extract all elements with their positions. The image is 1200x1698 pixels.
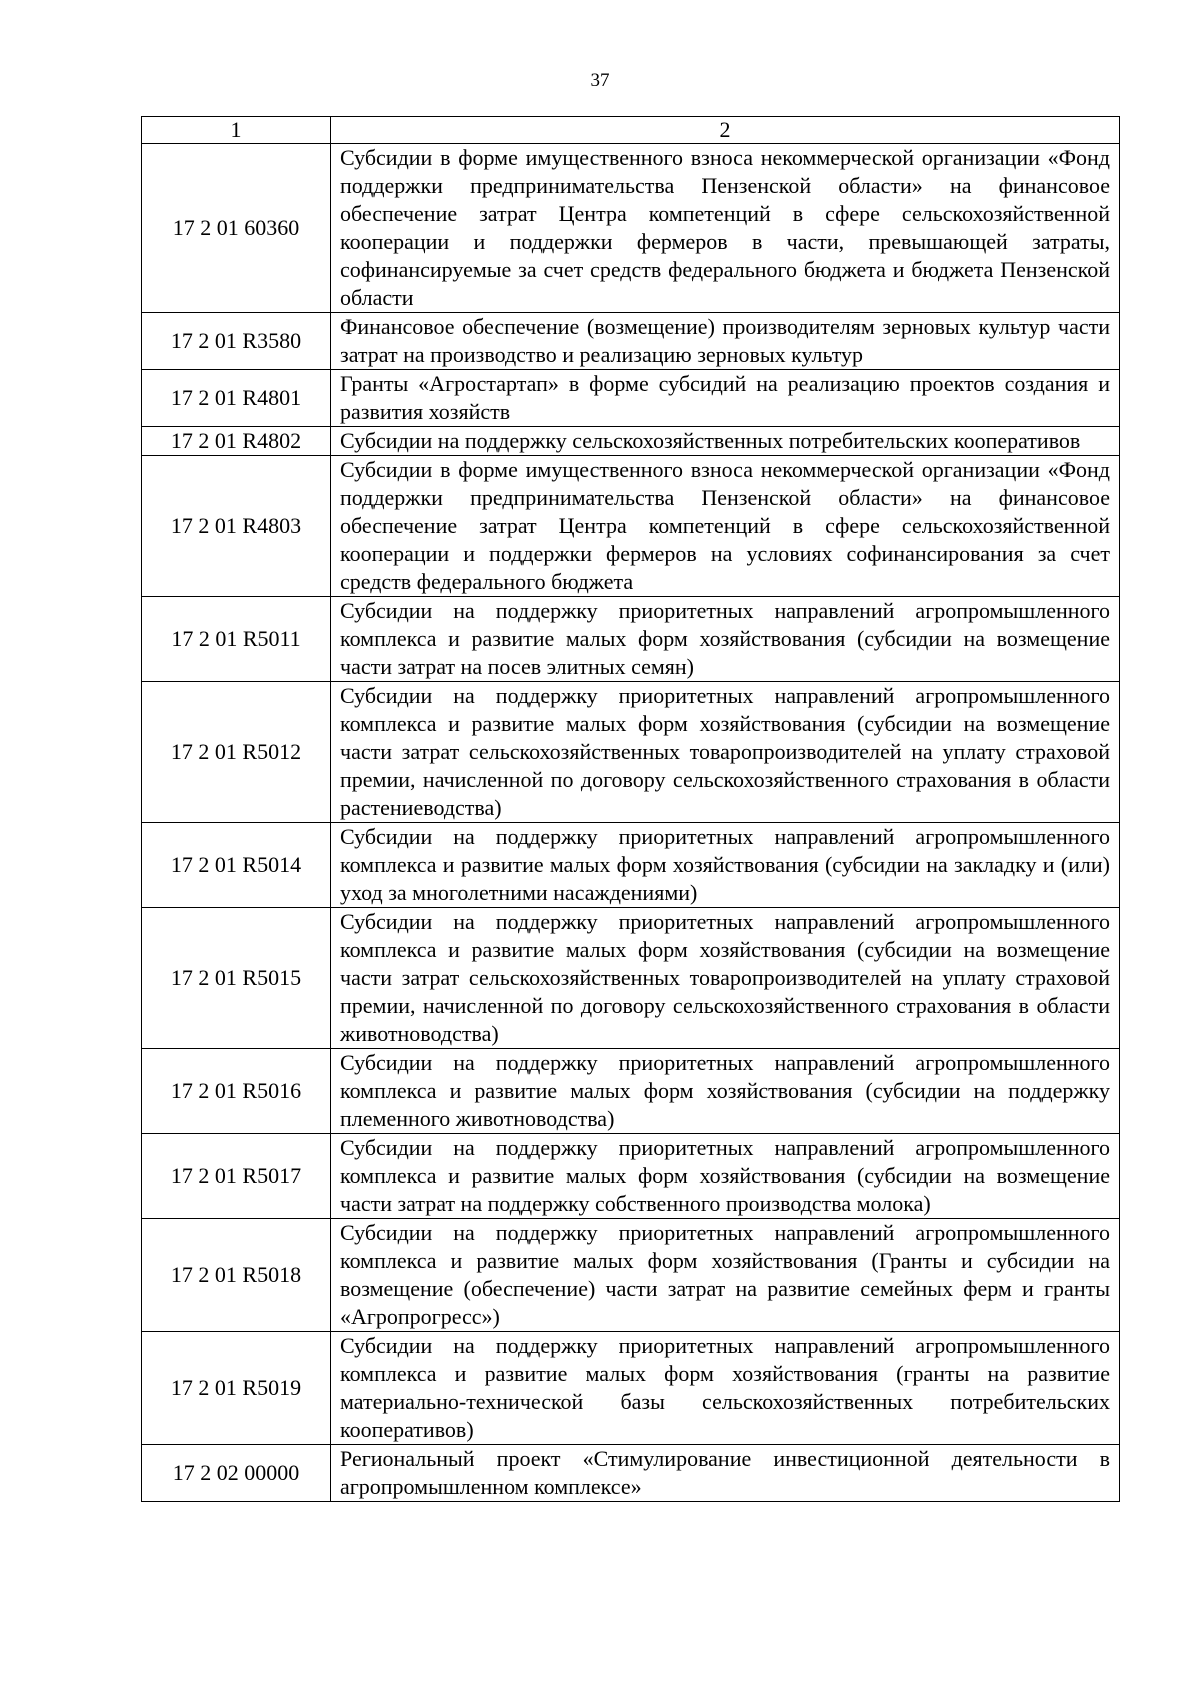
table-row: [142, 1219, 1120, 1332]
code-cell: 17 2 01 R5019: [142, 1332, 331, 1445]
code-cell: 17 2 01 R5014: [142, 823, 331, 908]
description-cell: Субсидии в форме имущественного взноса некоммерческой организации «Фонд поддержки предпринимательства Пензенской области» на финансовое обеспечение затрат Центра компетенций в сфере сельскохозяйственной кооперации и поддержки фермеров в части, превышающей затраты, софинансируемые за счет средств федерального бюджета и бюджета Пензенской области: [331, 144, 1120, 313]
code-cell: 17 2 01 R5011: [142, 597, 331, 682]
table-row: [142, 597, 1120, 682]
description-cell: Субсидии на поддержку приоритетных направлений агропромышленного комплекса и развитие малых форм хозяйствования (субсидии на возмещение части затрат сельскохозяйственных товаропроизводителей на уплату страховой премии, начисленной по договору сельскохозяйственного страхования в области растениеводства): [331, 682, 1120, 823]
table-row: [142, 823, 1120, 908]
table-row: [142, 427, 1120, 456]
table-row: [142, 1049, 1120, 1134]
code-cell: 17 2 01 60360: [142, 144, 331, 313]
code-cell: 17 2 01 R3580: [142, 313, 331, 370]
code-cell: 17 2 01 R5017: [142, 1134, 331, 1219]
code-cell: 17 2 02 00000: [142, 1445, 331, 1502]
column-header-code: 1: [142, 117, 331, 144]
code-cell: 17 2 01 R4803: [142, 456, 331, 597]
description-cell: Субсидии на поддержку приоритетных направлений агропромышленного комплекса и развитие малых форм хозяйствования (субсидии на поддержку племенного животноводства): [331, 1049, 1120, 1134]
code-cell: 17 2 01 R5016: [142, 1049, 331, 1134]
code-cell: 17 2 01 R4802: [142, 427, 331, 456]
code-cell: 17 2 01 R5018: [142, 1219, 331, 1332]
description-cell: Региональный проект «Стимулирование инвестиционной деятельности в агропромышленном комплексе»: [331, 1445, 1120, 1502]
description-cell: Гранты «Агростартап» в форме субсидий на реализацию проектов создания и развития хозяйств: [331, 370, 1120, 427]
table-row: [142, 313, 1120, 370]
budget-classification-table: [141, 116, 1120, 1502]
code-cell: 17 2 01 R5012: [142, 682, 331, 823]
column-header-description: 2: [331, 117, 1120, 144]
table-row: [142, 144, 1120, 313]
description-cell: Субсидии на поддержку приоритетных направлений агропромышленного комплекса и развитие малых форм хозяйствования (субсидии на возмещение части затрат на поддержку собственного производства молока): [331, 1134, 1120, 1219]
description-cell: Финансовое обеспечение (возмещение) производителям зерновых культур части затрат на производство и реализацию зерновых культур: [331, 313, 1120, 370]
description-cell: Субсидии на поддержку приоритетных направлений агропромышленного комплекса и развитие малых форм хозяйствования (субсидии на возмещение части затрат на посев элитных семян): [331, 597, 1120, 682]
table-row: [142, 370, 1120, 427]
description-cell: Субсидии на поддержку приоритетных направлений агропромышленного комплекса и развитие малых форм хозяйствования (гранты на развитие материально-технической базы сельскохозяйственных потребительских кооперативов): [331, 1332, 1120, 1445]
description-cell: Субсидии в форме имущественного взноса некоммерческой организации «Фонд поддержки предпринимательства Пензенской области» на финансовое обеспечение затрат Центра компетенций в сфере сельскохозяйственной кооперации и поддержки фермеров на условиях софинансирования за счет средств федерального бюджета: [331, 456, 1120, 597]
code-cell: 17 2 01 R5015: [142, 908, 331, 1049]
table-row: [142, 1134, 1120, 1219]
table-header-row: [142, 117, 1120, 144]
description-cell: Субсидии на поддержку приоритетных направлений агропромышленного комплекса и развитие малых форм хозяйствования (субсидии на возмещение части затрат сельскохозяйственных товаропроизводителей на уплату страховой премии, начисленной по договору сельскохозяйственного страхования в области животноводства): [331, 908, 1120, 1049]
description-cell: Субсидии на поддержку сельскохозяйственных потребительских кооперативов: [331, 427, 1120, 456]
table-row: [142, 456, 1120, 597]
table-row: [142, 682, 1120, 823]
table-row: [142, 1445, 1120, 1502]
table-row: [142, 908, 1120, 1049]
page-number: 37: [590, 70, 610, 91]
table-row: [142, 1332, 1120, 1445]
code-cell: 17 2 01 R4801: [142, 370, 331, 427]
description-cell: Субсидии на поддержку приоритетных направлений агропромышленного комплекса и развитие малых форм хозяйствования (Гранты и субсидии на возмещение (обеспечение) части затрат на развитие семейных ферм и гранты «Агропрогресс»): [331, 1219, 1120, 1332]
description-cell: Субсидии на поддержку приоритетных направлений агропромышленного комплекса и развитие малых форм хозяйствования (субсидии на закладку и (или) уход за многолетними насаждениями): [331, 823, 1120, 908]
